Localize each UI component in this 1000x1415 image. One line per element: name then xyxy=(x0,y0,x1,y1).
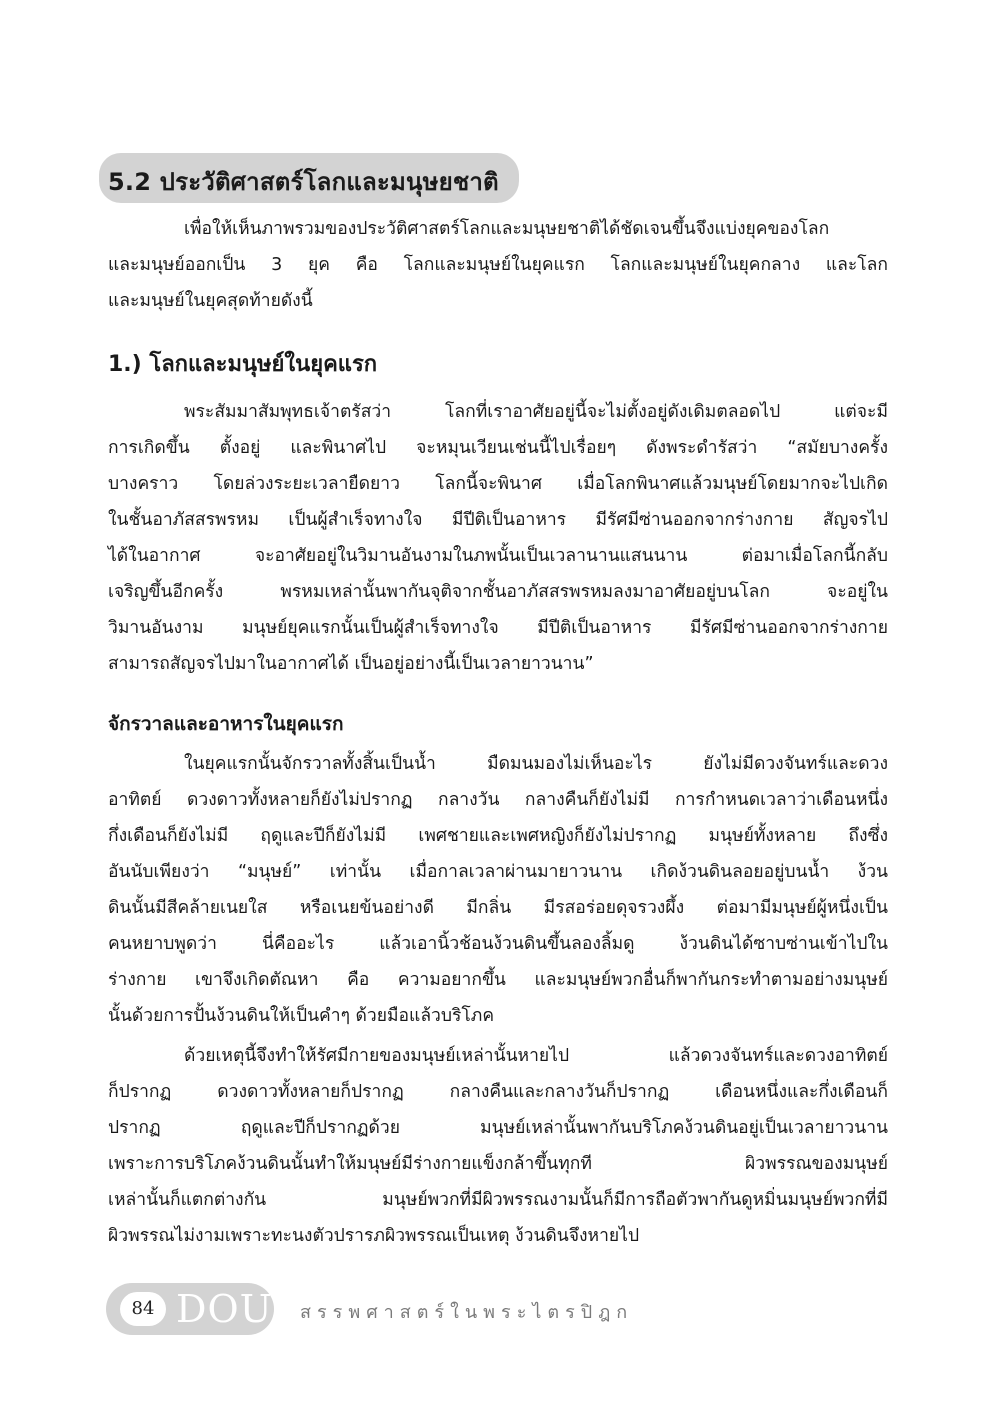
text-line: ร่างกาย เขาจึงเกิดตัณหา คือ ความอยากขึ้น และมนุษย์พวกอื่นก็พากันกระทำตามอย่างมนุษย์ xyxy=(108,970,888,990)
text-line: บางคราว โดยล่วงระยะเวลายืดยาว โลกนี้จะพินาศ เมื่อโลกพินาศแล้วมนุษย์โดยมากจะไปเกิด xyxy=(108,474,888,494)
text-line: การเกิดขึ้น ตั้งอยู่ และพินาศไป จะหมุนเวียนเช่นนี้ไปเรื่อยๆ ดังพระดำรัสว่า “สมัยบางครั้ง xyxy=(108,438,888,458)
page-footer xyxy=(106,1283,634,1335)
subheading: จักรวาลและอาหารในยุคแรก xyxy=(108,713,344,735)
text-line: ดินนั้นมีสีคล้ายเนยใส หรือเนยข้นอย่างดี มีกลิ่น มีรสอร่อยดุจรวงผึ้ง ต่อมามีมนุษย์ผู้หนึ่งเป็น xyxy=(108,898,888,918)
page-number: 84 xyxy=(120,1292,166,1326)
text-line: ในยุคแรกนั้นจักรวาลทั้งสิ้นเป็นน้ำ มืดมนมองไม่เห็นอะไร ยังไม่มีดวงจันทร์และดวง xyxy=(184,754,888,774)
text-line: วิมานอันงาม มนุษย์ยุคแรกนั้นเป็นผู้สำเร็จทางใจ มีปีติเป็นอาหาร มีรัศมีซ่านออกจากร่างกาย xyxy=(108,618,888,638)
subsection-heading: 1.) โลกและมนุษย์ในยุคแรก xyxy=(108,352,378,377)
text-line: คนหยาบพูดว่า นี่คืออะไร แล้วเอานิ้วช้อนง้วนดินขึ้นลองลิ้มดู ง้วนดินได้ซาบซ่านเข้าไปใน xyxy=(108,934,888,954)
text-line: อาทิตย์ ดวงดาวทั้งหลายก็ยังไม่ปรากฏ กลางวัน กลางคืนก็ยังไม่มี การกำหนดเวลาว่าเดือนหนึ่ง xyxy=(108,790,888,810)
text-line: ในชั้นอาภัสสรพรหม เป็นผู้สำเร็จทางใจ มีปีติเป็นอาหาร มีรัศมีซ่านออกจากร่างกาย สัญจรไป xyxy=(108,510,888,530)
text-line: สามารถสัญจรไปมาในอากาศได้ เป็นอยู่อย่างนี้เป็นเวลายาวนาน” xyxy=(108,654,594,674)
text-line: กึ่งเดือนก็ยังไม่มี ฤดูและปีก็ยังไม่มี เพศชายและเพศหญิงก็ยังไม่ปรากฏ มนุษย์ทั้งหลาย ถึงซึ่ง xyxy=(108,826,888,846)
text-line: นั้นด้วยการปั้นง้วนดินให้เป็นคำๆ ด้วยมือแล้วบริโภค xyxy=(108,1006,495,1026)
dou-logo: DOU xyxy=(176,1287,273,1331)
section-title: 5.2 ประวัติศาสตร์โลกและมนุษยชาติ xyxy=(108,168,499,196)
text-line: ได้ในอากาศ จะอาศัยอยู่ในวิมานอันงามในภพนั้นเป็นเวลานานแสนนาน ต่อมาเมื่อโลกนี้กลับ xyxy=(108,546,888,566)
text-line: เพราะการบริโภคง้วนดินนั้นทำให้มนุษย์มีร่างกายแข็งกล้าขึ้นทุกที ผิวพรรณของมนุษย์ xyxy=(108,1154,888,1174)
text-line: เพื่อให้เห็นภาพรวมของประวัติศาสตร์โลกและมนุษยชาติได้ชัดเจนขึ้นจึงแบ่งยุคของโลก xyxy=(184,219,830,239)
text-line: เหล่านั้นก็แตกต่างกัน มนุษย์พวกที่มีผิวพรรณงามนั้นก็มีการถือตัวพากันดูหมิ่นมนุษย์พวกที่มี xyxy=(108,1190,888,1210)
text-line: และมนุษย์ในยุคสุดท้ายดังนี้ xyxy=(108,291,313,311)
book-title: สรรพศาสตร์ในพระไตรปิฎก xyxy=(300,1302,634,1323)
text-line: ผิวพรรณไม่งามเพราะทะนงตัวปรารภผิวพรรณเป็นเหตุ ง้วนดินจึงหายไป xyxy=(108,1226,640,1246)
text-line: และมนุษย์ออกเป็น 3 ยุค คือ โลกและมนุษย์ในยุคแรก โลกและมนุษย์ในยุคกลาง และโลก xyxy=(108,255,888,275)
text-line: พระสัมมาสัมพุทธเจ้าตรัสว่า โลกที่เราอาศัยอยู่นี้จะไม่ตั้งอยู่ดังเดิมตลอดไป แต่จะมี xyxy=(184,402,888,422)
text-line: อันนับเพียงว่า “มนุษย์” เท่านั้น เมื่อกาลเวลาผ่านมายาวนาน เกิดง้วนดินลอยอยู่บนน้ำ ง้วน xyxy=(108,862,888,882)
text-line: ด้วยเหตุนี้จึงทำให้รัศมีกายของมนุษย์เหล่านั้นหายไป แล้วดวงจันทร์และดวงอาทิตย์ xyxy=(184,1046,888,1066)
text-line: ก็ปรากฏ ดวงดาวทั้งหลายก็ปรากฏ กลางคืนและกลางวันก็ปรากฏ เดือนหนึ่งและกึ่งเดือนก็ xyxy=(108,1082,888,1102)
text-line: เจริญขึ้นอีกครั้ง พรหมเหล่านั้นพากันจุติจากชั้นอาภัสสรพรหมลงมาอาศัยอยู่บนโลก จะอยู่ใน xyxy=(108,582,888,602)
text-line: ปรากฏ ฤดูและปีก็ปรากฏด้วย มนุษย์เหล่านั้นพากันบริโภคง้วนดินอยู่เป็นเวลายาวนาน xyxy=(108,1118,888,1138)
